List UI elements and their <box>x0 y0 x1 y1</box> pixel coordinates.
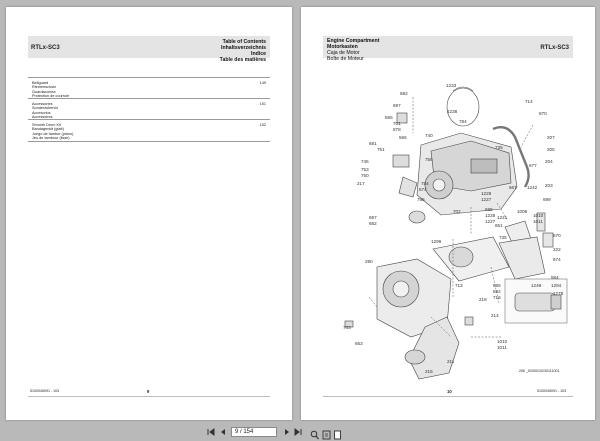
part-callout: 750 <box>361 173 369 178</box>
part-callout: 735 <box>499 235 507 240</box>
drawing-reference: 206 _5200019230111001 <box>519 369 560 373</box>
first-page-icon <box>207 428 215 436</box>
fit-page-icon <box>322 430 331 440</box>
model-name: RTLx-SC3 <box>31 45 60 51</box>
part-callout: 205 <box>547 147 555 152</box>
part-callout: 584 <box>551 275 559 280</box>
mount-bracket <box>499 237 545 279</box>
part-callout: 1011 <box>533 219 543 224</box>
toc-title-block <box>220 39 266 63</box>
toc-entry-label: Riemenschutz <box>32 85 57 90</box>
part-callout: 667 <box>509 185 517 190</box>
page-number-input[interactable]: 9 / 154 <box>231 427 277 437</box>
title-de: Motorkasten <box>327 44 358 50</box>
part-callout: 701 <box>393 121 401 126</box>
page-view-icon <box>333 430 342 440</box>
part-callout: 204 <box>545 159 553 164</box>
part-callout: 290 <box>365 259 373 264</box>
fit-page-button[interactable] <box>322 427 331 437</box>
part-callout: 682 <box>369 221 377 226</box>
toc-entry-label: Accesorios <box>32 110 51 115</box>
single-page-button[interactable] <box>333 427 342 437</box>
part-callout: 714 <box>525 99 533 104</box>
toc-page-number: 151 <box>259 102 266 106</box>
part-callout: 1278 <box>553 291 564 296</box>
part-callout: 1011 <box>497 345 507 350</box>
part-callout: 203 <box>545 183 553 188</box>
part-callout: 1010 <box>497 339 508 344</box>
part-callout: 753 <box>361 167 369 172</box>
part-callout: 756 <box>425 157 433 162</box>
toc-entry-label: Protection de courroie <box>32 93 70 98</box>
exploded-parts-diagram <box>321 67 575 385</box>
toc-entry-label: Juego de tambor (plano) <box>32 131 74 136</box>
part-callout: 214 <box>491 313 499 318</box>
next-page-button[interactable] <box>283 428 291 439</box>
toc-entry[interactable] <box>28 98 270 119</box>
part-callout: 716 <box>493 295 501 300</box>
toc-entry-label: Accessories <box>32 102 53 106</box>
footer-rule <box>323 396 573 397</box>
part-callout: 1294 <box>551 283 562 288</box>
part-callout: 697 <box>393 103 401 108</box>
previous-page-icon <box>219 428 227 436</box>
air-filter <box>515 293 555 311</box>
toc-entry-label: Accessoires <box>32 114 53 119</box>
part-callout: 218 <box>479 297 487 302</box>
zoom-button[interactable] <box>310 427 319 437</box>
part-callout: 207 <box>547 135 555 140</box>
first-page-button[interactable] <box>207 428 215 439</box>
part-callout: 1238 <box>447 109 458 114</box>
part-callout: 745 <box>361 159 369 164</box>
part-callout: 682 <box>493 289 501 294</box>
part-callout: 703 <box>343 325 351 330</box>
toc-page-number: 152 <box>259 123 266 127</box>
part-callout: 217 <box>357 181 365 186</box>
part-callout: 222 <box>553 247 561 252</box>
part-callout: 1221 <box>497 215 508 220</box>
section-title-block <box>327 38 379 62</box>
toc-entry-label: Guardacorrea <box>32 89 56 94</box>
part-callout: 870 <box>539 111 547 116</box>
title-es: Caja de Motor <box>327 50 360 56</box>
part-callout: 697 <box>369 215 377 220</box>
part-callout: 1233 <box>446 83 457 88</box>
toc-entry-label: Jeu de tambour (lisse) <box>32 135 70 140</box>
page-number: 9 <box>147 389 150 394</box>
part-callout: 754 <box>421 181 429 186</box>
title-es: Indice <box>251 51 266 57</box>
part-callout: 699 <box>543 197 551 202</box>
pump <box>409 211 425 223</box>
part-callout: 685 <box>493 283 501 288</box>
part-callout: 755 <box>417 197 425 202</box>
part-callout: 735 <box>495 145 503 150</box>
toc-entry-label: Smooth Drum Kit <box>32 123 61 127</box>
cylinder-head <box>471 159 497 173</box>
part-callout: 1228 <box>485 213 496 218</box>
part-callout: 566 <box>399 135 407 140</box>
part-callout: 555 <box>385 115 393 120</box>
part-callout: 1006 <box>517 209 528 214</box>
toc-list <box>28 77 270 142</box>
part-callout: 670 <box>553 233 561 238</box>
part-callout: 740 <box>425 133 433 138</box>
title-en: Engine Compartment <box>327 38 380 44</box>
next-page-icon <box>283 428 291 436</box>
part-callout: 681 <box>369 141 377 146</box>
toc-entry-label: Bandagenkit (glatt) <box>32 127 64 132</box>
last-page-button[interactable] <box>294 428 302 439</box>
part-callout: 1249 <box>531 283 542 288</box>
part-callout: 215 <box>425 369 433 374</box>
toc-entry-label: Sonderzubehör <box>32 106 58 111</box>
part-callout: 663 <box>355 341 363 346</box>
previous-page-button[interactable] <box>219 428 227 439</box>
toc-page-number: 149 <box>259 81 266 85</box>
toc-entry[interactable] <box>28 77 270 98</box>
part-callout: 1228 <box>481 191 492 196</box>
part-callout: 878 <box>393 127 401 132</box>
title-de: Inhaltsverzeichnis <box>221 45 266 51</box>
footer-rule <box>28 396 270 397</box>
part-callout: 682 <box>400 91 408 96</box>
part-callout: 1227 <box>481 197 492 202</box>
page-number: 10 <box>447 389 452 394</box>
part-callout: 1242 <box>527 185 538 190</box>
toc-entry-label: Beltguard <box>32 81 49 85</box>
part-callout: 1299 <box>431 239 442 244</box>
part-callout: 677 <box>529 163 537 168</box>
part-callout: 685 <box>485 207 493 212</box>
part-callout: 702 <box>453 209 461 214</box>
title-fr: Boîte de Moteur <box>327 56 364 62</box>
part-callout: 211 <box>447 359 455 364</box>
part-callout: 574 <box>419 187 427 192</box>
bracket <box>393 155 409 167</box>
right-page <box>301 7 595 420</box>
title-en: Table of Contents <box>222 39 266 45</box>
doc-number: 5100045091 - 103 <box>537 389 567 393</box>
part-callout: 713 <box>455 283 463 288</box>
model-name: RTLx-SC3 <box>540 45 569 51</box>
toc-entry[interactable] <box>28 119 270 142</box>
part-callout: 651 <box>495 223 503 228</box>
part-callout: 674 <box>553 257 561 262</box>
title-fr: Table des matières <box>219 57 266 63</box>
left-page <box>6 7 292 420</box>
part-callout: 1227 <box>485 219 496 224</box>
last-page-icon <box>294 428 302 436</box>
magnifier-icon <box>310 430 319 440</box>
part-callout: 784 <box>459 119 467 124</box>
part-callout: 1010 <box>533 213 544 218</box>
doc-number: 5100045091 - 103 <box>30 389 60 393</box>
part-callout: 751 <box>377 147 385 152</box>
